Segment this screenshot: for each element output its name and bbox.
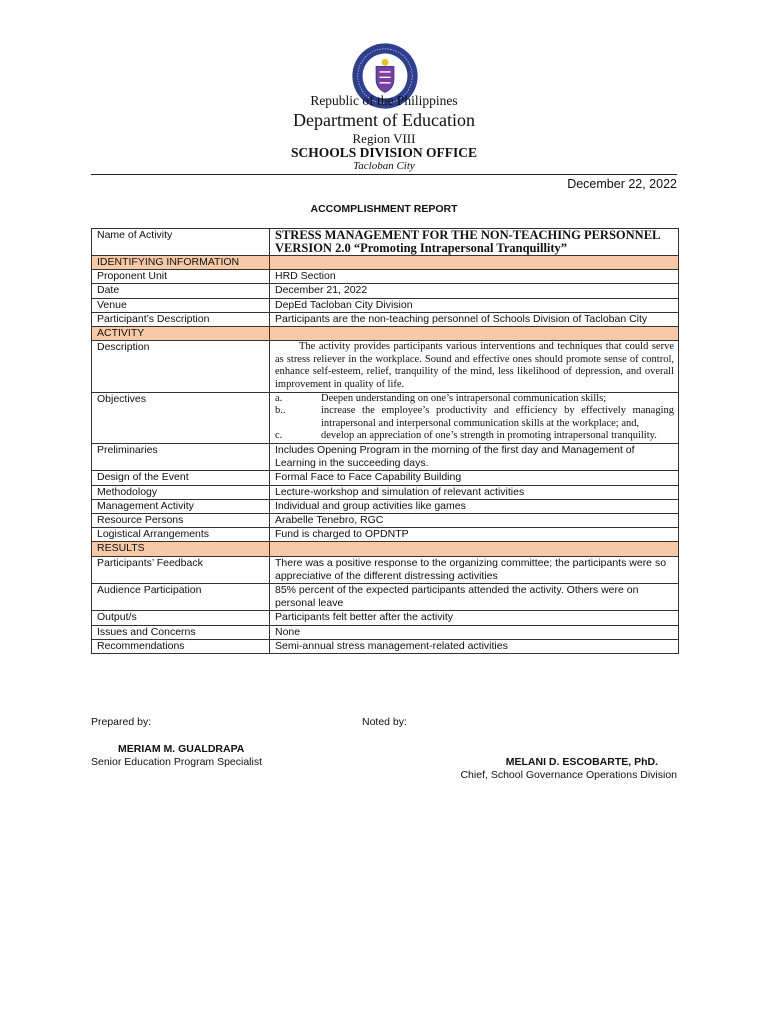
preparer-title: Senior Education Program Specialist bbox=[91, 756, 263, 768]
row-label: Date bbox=[92, 284, 270, 298]
row-label: Name of Activity bbox=[92, 229, 270, 256]
row-label: Audience Participation bbox=[92, 584, 270, 611]
row-value: Includes Opening Program in the morning of the first day and Management of Learning in the succeeding days. bbox=[270, 443, 679, 470]
table-row bbox=[92, 611, 679, 625]
row-value: Participants felt better after the activity bbox=[270, 611, 679, 625]
row-value: Semi-annual stress management-related activities bbox=[270, 639, 679, 653]
objective-item bbox=[275, 405, 674, 430]
header-city: Tacloban City bbox=[353, 160, 415, 172]
document-date: December 22, 2022 bbox=[567, 177, 677, 191]
row-label: Methodology bbox=[92, 485, 270, 499]
header-region: Region VIII bbox=[352, 131, 416, 146]
row-label: Description bbox=[92, 341, 270, 392]
row-value: Participants are the non-teaching personnel of Schools Division of Tacloban City bbox=[270, 312, 679, 326]
row-label: Proponent Unit bbox=[92, 270, 270, 284]
objective-item bbox=[275, 393, 674, 406]
activity-name: STRESS MANAGEMENT FOR THE NON-TEACHING PERSONNEL VERSION 2.0 “Promoting Intrapersonal Tranquillity” bbox=[270, 229, 679, 256]
row-value: Lecture-workshop and simulation of relevant activities bbox=[270, 485, 679, 499]
section-label: RESULTS bbox=[92, 542, 270, 556]
row-value: Fund is charged to OPDNTP bbox=[270, 528, 679, 542]
row-value: December 21, 2022 bbox=[270, 284, 679, 298]
objective-item bbox=[275, 430, 674, 443]
objectives-list bbox=[270, 392, 679, 443]
section-label: ACTIVITY bbox=[92, 327, 270, 341]
row-label: Preliminaries bbox=[92, 443, 270, 470]
row-value: None bbox=[270, 625, 679, 639]
row-label: Issues and Concerns bbox=[92, 625, 270, 639]
table-row bbox=[92, 471, 679, 485]
row-label: Objectives bbox=[92, 392, 270, 443]
objective-marker: c. bbox=[275, 430, 283, 442]
row-value: There was a positive response to the organizing committee; the participants were so appreciative of the different distressing activities bbox=[270, 556, 679, 583]
prepared-by-label: Prepared by: bbox=[91, 716, 152, 728]
report-title: ACCOMPLISHMENT REPORT bbox=[310, 203, 458, 215]
row-label: Recommendations bbox=[92, 639, 270, 653]
row-value: HRD Section bbox=[270, 270, 679, 284]
section-row bbox=[92, 256, 679, 270]
table-row bbox=[92, 639, 679, 653]
table-row bbox=[92, 485, 679, 499]
row-value: Individual and group activities like games bbox=[270, 499, 679, 513]
noted-by-label: Noted by: bbox=[362, 716, 407, 728]
noter-name: MELANI D. ESCOBARTE, PhD. bbox=[505, 756, 658, 768]
row-value: Arabelle Tenebro, RGC bbox=[270, 513, 679, 527]
objective-marker: b.. bbox=[275, 405, 286, 417]
noter-title: Chief, School Governance Operations Division bbox=[460, 769, 677, 781]
table-row bbox=[92, 284, 679, 298]
row-label: Management Activity bbox=[92, 499, 270, 513]
table-row bbox=[92, 443, 679, 470]
accomplishment-table bbox=[91, 228, 679, 654]
table-row bbox=[92, 499, 679, 513]
row-label: Venue bbox=[92, 298, 270, 312]
objective-marker: a. bbox=[275, 392, 283, 404]
row-label: Output/s bbox=[92, 611, 270, 625]
row-label: Design of the Event bbox=[92, 471, 270, 485]
header-republic: Republic of the Philippines bbox=[310, 93, 458, 108]
table-row bbox=[92, 513, 679, 527]
section-label: IDENTIFYING INFORMATION bbox=[92, 256, 270, 270]
header-office: SCHOOLS DIVISION OFFICE bbox=[290, 145, 478, 160]
table-row bbox=[92, 392, 679, 443]
table-row bbox=[92, 556, 679, 583]
row-label: Logistical Arrangements bbox=[92, 528, 270, 542]
header-divider bbox=[91, 174, 677, 175]
table-row bbox=[92, 270, 679, 284]
header-department: Department of Education bbox=[293, 110, 475, 130]
objective-text: develop an appreciation of one’s strength in promoting intrapersonal tranquility. bbox=[321, 430, 657, 442]
row-label: Participant’s Description bbox=[92, 312, 270, 326]
row-value: Formal Face to Face Capability Building bbox=[270, 471, 679, 485]
row-value: DepEd Tacloban City Division bbox=[270, 298, 679, 312]
table-row bbox=[92, 341, 679, 392]
table-row bbox=[92, 298, 679, 312]
row-value: 85% percent of the expected participants attended the activity. Others were on personal leave bbox=[270, 584, 679, 611]
table-row bbox=[92, 312, 679, 326]
section-row bbox=[92, 542, 679, 556]
objective-text: increase the employee’s productivity and efficiency by effectively managing intrapersonal and interpersonal communication skills at the workplace; and, bbox=[321, 405, 674, 429]
table-row bbox=[92, 625, 679, 639]
row-label: Resource Persons bbox=[92, 513, 270, 527]
table-row bbox=[92, 229, 679, 256]
row-label: Participants’ Feedback bbox=[92, 556, 270, 583]
preparer-name: MERIAM M. GUALDRAPA bbox=[118, 743, 245, 755]
table-row bbox=[92, 528, 679, 542]
row-value: The activity provides participants various interventions and techniques that could serve as stress reliever in the workplace. Sound and effective ones should promote sense of control, enhance self-esteem, relief, tranquility of the mind, less likelihood of depression, and overall improvement in quality of life. bbox=[270, 341, 679, 392]
objective-text: Deepen understanding on one’s intrapersonal communication skills; bbox=[321, 392, 607, 404]
section-row bbox=[92, 327, 679, 341]
table-row bbox=[92, 584, 679, 611]
